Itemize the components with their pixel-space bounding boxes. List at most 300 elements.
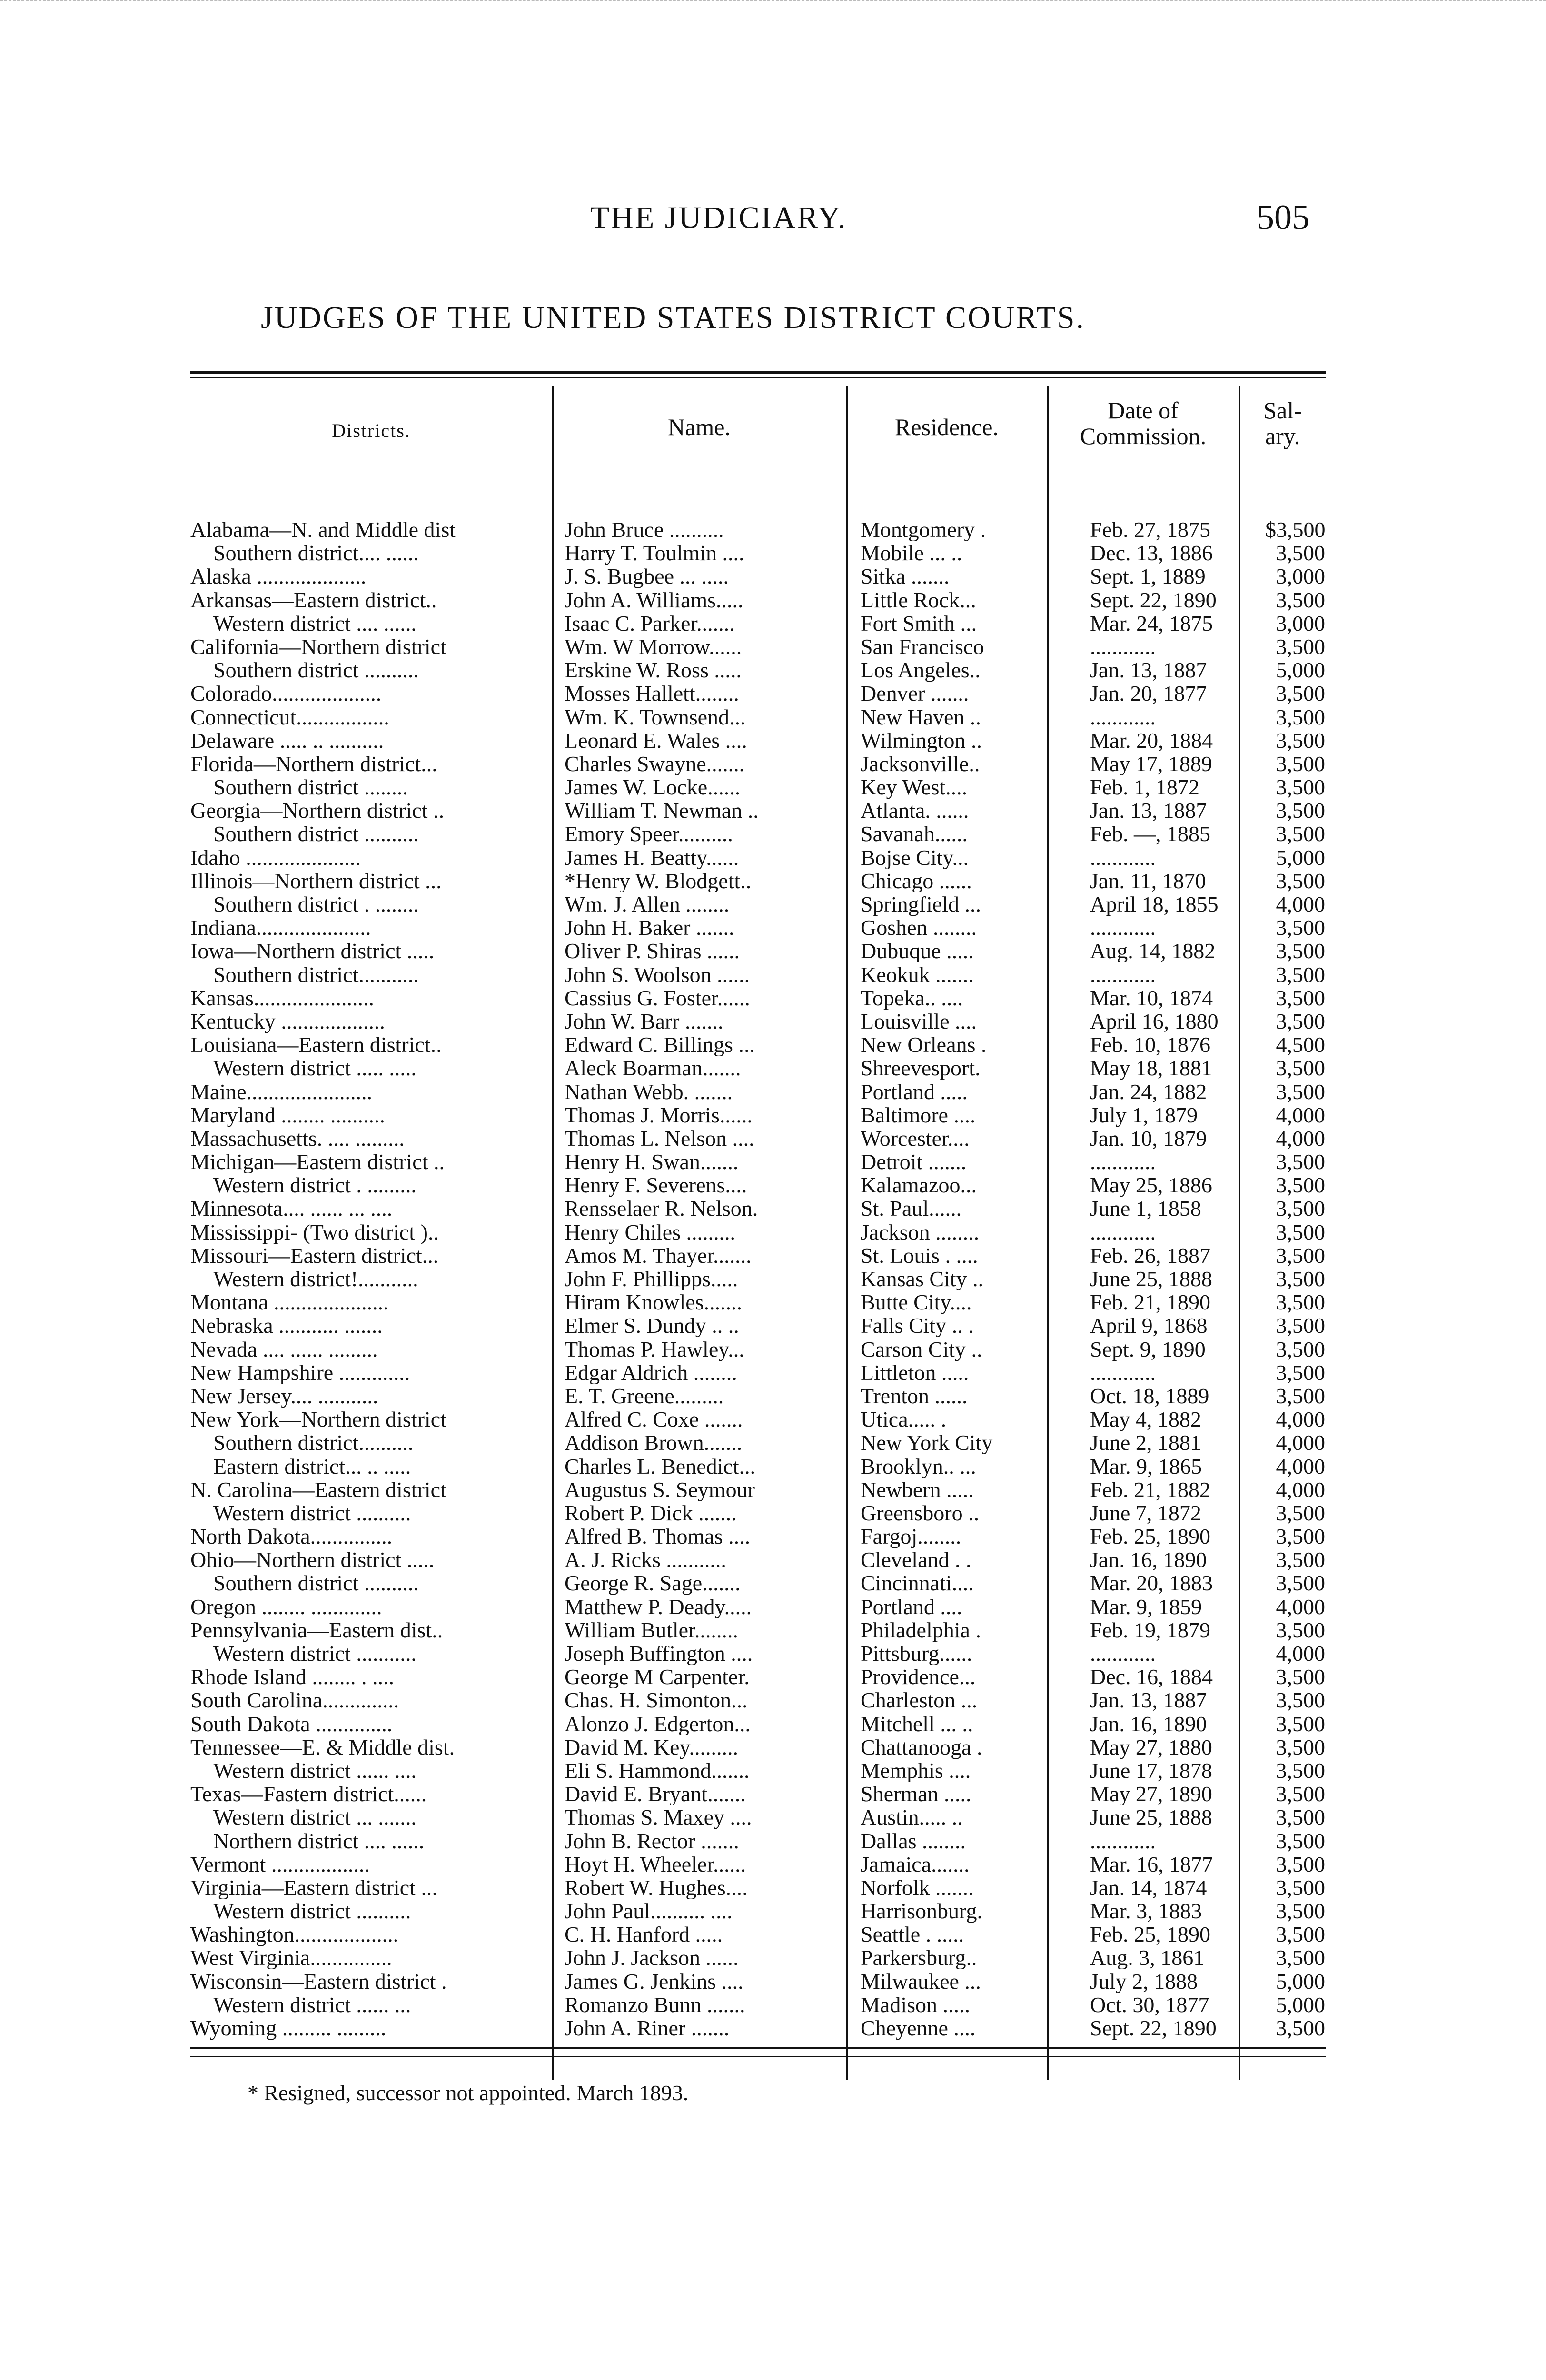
commission-date-cell: Dec. 13, 1886 — [1090, 541, 1213, 565]
judge-name-cell: Thomas S. Maxey .... — [565, 1805, 752, 1829]
residence-cell: Madison ..... — [861, 1993, 970, 2016]
judge-name-cell: Henry H. Swan....... — [565, 1150, 739, 1174]
commission-date-cell: Feb. —, 1885 — [1090, 822, 1210, 846]
judge-name-cell: E. T. Greene......... — [565, 1384, 724, 1408]
judge-name-cell: John W. Barr ....... — [565, 1009, 723, 1033]
judge-name-cell: Robert W. Hughes.... — [565, 1875, 748, 1899]
top-edge-rule — [0, 0, 1546, 4]
district-cell: Nevada .... ...... ......... — [190, 1337, 378, 1361]
judge-name-cell: Charles L. Benedict... — [565, 1454, 756, 1478]
residence-cell: Chicago ...... — [861, 869, 972, 892]
district-cell: Virginia—Eastern district ... — [190, 1875, 437, 1899]
judge-name-cell: John A. Williams..... — [565, 588, 743, 612]
residence-cell: Shreevesport. — [861, 1056, 981, 1080]
district-cell: Southern district .......... — [213, 822, 419, 846]
judge-name-cell: John F. Phillipps..... — [565, 1267, 738, 1290]
salary-cell: 4,000 — [1276, 1103, 1325, 1127]
district-cell: Southern district.......... — [213, 1431, 414, 1455]
residence-cell: Brooklyn.. ... — [861, 1454, 976, 1478]
salary-cell: 5,000 — [1276, 1993, 1325, 2016]
salary-cell: 3,500 — [1276, 728, 1325, 752]
residence-cell: St. Paul...... — [861, 1197, 962, 1220]
district-cell: North Dakota............... — [190, 1525, 393, 1548]
district-cell: Illinois—Northern district ... — [190, 869, 442, 892]
residence-cell: Falls City .. . — [861, 1314, 974, 1338]
commission-date-cell: April 16, 1880 — [1090, 1009, 1219, 1033]
judge-name-cell: Charles Swayne....... — [565, 752, 745, 775]
judge-name-cell: George M Carpenter. — [565, 1665, 750, 1689]
salary-cell: 3,500 — [1276, 1360, 1325, 1384]
judge-name-cell: John J. Jackson ...... — [565, 1946, 739, 1970]
judge-name-cell: Matthew P. Deady..... — [565, 1595, 752, 1618]
judge-name-cell: Nathan Webb. ....... — [565, 1080, 733, 1103]
salary-cell: 4,000 — [1276, 1642, 1325, 1665]
residence-cell: Trenton ...... — [861, 1384, 968, 1408]
district-cell: N. Carolina—Eastern district — [190, 1478, 446, 1501]
district-cell: Western district!........... — [213, 1267, 418, 1290]
residence-cell: St. Louis . .... — [861, 1243, 978, 1267]
residence-cell: Memphis .... — [861, 1758, 971, 1782]
residence-cell: Sherman ..... — [861, 1782, 971, 1806]
district-cell: Texas—Fastern district...... — [190, 1782, 427, 1806]
residence-cell: Providence... — [861, 1665, 976, 1689]
district-cell: Wisconsin—Eastern district . — [190, 1969, 447, 1993]
commission-date-cell: ............ — [1090, 962, 1156, 986]
judge-name-cell: Joseph Buffington .... — [565, 1642, 753, 1665]
residence-cell: Los Angeles.. — [861, 658, 981, 682]
commission-date-cell: ............ — [1090, 916, 1156, 940]
district-cell: Southern district .......... — [213, 658, 419, 682]
salary-cell: 3,500 — [1276, 752, 1325, 775]
salary-cell: 3,500 — [1276, 1829, 1325, 1853]
district-cell: Kansas...................... — [190, 986, 374, 1010]
header-salary-line1: Sal- — [1263, 397, 1302, 424]
commission-date-cell: Aug. 3, 1861 — [1090, 1946, 1205, 1970]
judge-name-cell: *Henry W. Blodgett.. — [565, 869, 752, 892]
salary-cell: 3,500 — [1276, 635, 1325, 658]
judge-name-cell: John S. Woolson ...... — [565, 962, 750, 986]
header-date-line1: Date of — [1108, 397, 1179, 424]
table-bottom-rule-thin — [190, 2056, 1326, 2057]
district-cell: Rhode Island ........ . .... — [190, 1665, 395, 1689]
judge-name-cell: James W. Locke...... — [565, 775, 741, 799]
district-cell: Western district . ......... — [213, 1173, 416, 1197]
commission-date-cell: Feb. 26, 1887 — [1090, 1243, 1210, 1267]
header-residence: Residence. — [895, 414, 999, 440]
commission-date-cell: Jan. 20, 1877 — [1090, 682, 1207, 705]
residence-cell: Utica..... . — [861, 1408, 947, 1431]
salary-cell: 3,500 — [1276, 1618, 1325, 1642]
district-cell: Minnesota.... ...... ... .... — [190, 1197, 393, 1220]
commission-date-cell: Mar. 24, 1875 — [1090, 611, 1213, 635]
judge-name-cell: John A. Riner ....... — [565, 2016, 730, 2040]
residence-cell: Keokuk ....... — [861, 962, 974, 986]
commission-date-cell: May 4, 1882 — [1090, 1408, 1201, 1431]
judge-name-cell: Romanzo Bunn ....... — [565, 1993, 745, 2016]
commission-date-cell: June 7, 1872 — [1090, 1501, 1201, 1525]
district-cell: Western district ...... ... — [213, 1993, 411, 2016]
residence-cell: Jacksonville.. — [861, 752, 980, 775]
judge-name-cell: Amos M. Thayer....... — [565, 1243, 752, 1267]
salary-cell: 3,500 — [1276, 869, 1325, 892]
commission-date-cell: Jan. 16, 1890 — [1090, 1548, 1207, 1572]
residence-cell: New Haven .. — [861, 705, 981, 729]
residence-cell: New Orleans . — [861, 1033, 987, 1057]
district-cell: Maryland ........ .......... — [190, 1103, 385, 1127]
district-cell: California—Northern district — [190, 635, 446, 658]
district-cell: New Hampshire ............. — [190, 1360, 410, 1384]
commission-date-cell: June 25, 1888 — [1090, 1267, 1212, 1290]
commission-date-cell: ............ — [1090, 845, 1156, 869]
commission-date-cell: Jan. 16, 1890 — [1090, 1712, 1207, 1735]
judge-name-cell: Isaac C. Parker....... — [565, 611, 735, 635]
judge-name-cell: Addison Brown....... — [565, 1431, 743, 1455]
header-salary-line2: ary. — [1265, 423, 1300, 449]
residence-cell: Cheyenne .... — [861, 2016, 976, 2040]
residence-cell: Springfield ... — [861, 892, 981, 916]
judge-name-cell: C. H. Hanford ..... — [565, 1923, 723, 1946]
salary-cell: 4,000 — [1276, 1431, 1325, 1455]
salary-cell: 3,500 — [1276, 1852, 1325, 1876]
judge-name-cell: William T. Newman .. — [565, 799, 759, 823]
residence-cell: Little Rock... — [861, 588, 976, 612]
header-salary — [1239, 397, 1326, 449]
district-cell: Alaska .................... — [190, 565, 367, 588]
commission-date-cell: Mar. 9, 1865 — [1090, 1454, 1202, 1478]
salary-cell: 3,500 — [1276, 822, 1325, 846]
residence-cell: Philadelphia . — [861, 1618, 981, 1642]
judge-name-cell: Alfred C. Coxe ....... — [565, 1408, 743, 1431]
commission-date-cell: ............ — [1090, 1150, 1156, 1174]
judge-name-cell: Aleck Boarman....... — [565, 1056, 741, 1080]
residence-cell: Pittsburg...... — [861, 1642, 972, 1665]
residence-cell: Jackson ........ — [861, 1220, 980, 1244]
commission-date-cell: Feb. 19, 1879 — [1090, 1618, 1210, 1642]
residence-cell: Goshen ........ — [861, 916, 977, 940]
commission-date-cell: Jan. 13, 1887 — [1090, 1688, 1207, 1712]
residence-cell: San Francisco — [861, 635, 984, 658]
judge-name-cell: Erskine W. Ross ..... — [565, 658, 742, 682]
salary-cell: 3,000 — [1276, 611, 1325, 635]
judge-name-cell: Wm. W Morrow...... — [565, 635, 742, 658]
residence-cell: Portland ..... — [861, 1080, 968, 1103]
residence-cell: Mobile ... .. — [861, 541, 962, 565]
salary-cell: 3,500 — [1276, 1243, 1325, 1267]
judge-name-cell: Henry F. Severens.... — [565, 1173, 747, 1197]
table-top-rule-thin — [190, 377, 1326, 378]
district-cell: Arkansas—Eastern district.. — [190, 588, 437, 612]
residence-cell: Carson City .. — [861, 1337, 982, 1361]
commission-date-cell: Mar. 9, 1859 — [1090, 1595, 1202, 1618]
district-cell: Ohio—Northern district ..... — [190, 1548, 435, 1572]
district-cell: Southern district . ........ — [213, 892, 419, 916]
salary-cell: 3,000 — [1276, 565, 1325, 588]
salary-cell: 3,500 — [1276, 1173, 1325, 1197]
residence-cell: Dubuque ..... — [861, 939, 974, 963]
residence-cell: Greensboro .. — [861, 1501, 980, 1525]
residence-cell: Fort Smith ... — [861, 611, 977, 635]
district-cell: Kentucky ................... — [190, 1009, 385, 1033]
commission-date-cell: Sept. 22, 1890 — [1090, 588, 1217, 612]
commission-date-cell: Feb. 27, 1875 — [1090, 518, 1210, 541]
commission-date-cell: Mar. 20, 1883 — [1090, 1571, 1213, 1595]
district-cell: Mississippi- (Two district ).. — [190, 1220, 439, 1244]
residence-cell: Louisville .... — [861, 1009, 977, 1033]
judge-name-cell: Wm. J. Allen ........ — [565, 892, 730, 916]
district-cell: Western district ..... ..... — [213, 1056, 416, 1080]
commission-date-cell: Oct. 30, 1877 — [1090, 1993, 1209, 2016]
judge-name-cell: James H. Beatty...... — [565, 845, 739, 869]
salary-cell: 3,500 — [1276, 962, 1325, 986]
district-cell: Western district .......... — [213, 1899, 411, 1923]
commission-date-cell: Jan. 24, 1882 — [1090, 1080, 1207, 1103]
district-cell: Georgia—Northern district .. — [190, 799, 445, 823]
district-cell: Alabama—N. and Middle dist — [190, 518, 456, 541]
commission-date-cell: April 9, 1868 — [1090, 1314, 1208, 1338]
residence-cell: Topeka.. .... — [861, 986, 963, 1010]
salary-cell: 3,500 — [1276, 1548, 1325, 1572]
salary-cell: 3,500 — [1276, 1946, 1325, 1970]
district-cell: Maine....................... — [190, 1080, 373, 1103]
commission-date-cell: May 17, 1889 — [1090, 752, 1212, 775]
commission-date-cell: Mar. 3, 1883 — [1090, 1899, 1202, 1923]
commission-date-cell: May 27, 1890 — [1090, 1782, 1212, 1806]
commission-date-cell: Feb. 25, 1890 — [1090, 1923, 1210, 1946]
salary-cell: 3,500 — [1276, 1290, 1325, 1314]
header-date-line2: Commission. — [1080, 423, 1207, 449]
table-title: JUDGES OF THE UNITED STATES DISTRICT COURTS. — [261, 300, 1085, 335]
table-bottom-rule — [190, 2047, 1326, 2049]
judge-name-cell: Thomas L. Nelson .... — [565, 1126, 754, 1150]
commission-date-cell: Oct. 18, 1889 — [1090, 1384, 1209, 1408]
judge-name-cell: John H. Baker ....... — [565, 916, 734, 940]
residence-cell: Montgomery . — [861, 518, 986, 541]
judge-name-cell: Oliver P. Shiras ...... — [565, 939, 740, 963]
commission-date-cell: Sept. 1, 1889 — [1090, 565, 1206, 588]
residence-cell: New York City — [861, 1431, 993, 1455]
judge-name-cell: Rensselaer R. Nelson. — [565, 1197, 758, 1220]
district-cell: Southern district ........ — [213, 775, 408, 799]
residence-cell: Jamaica....... — [861, 1852, 970, 1876]
district-cell: Michigan—Eastern district .. — [190, 1150, 445, 1174]
residence-cell: Kansas City .. — [861, 1267, 984, 1290]
judge-name-cell: Chas. H. Simonton... — [565, 1688, 748, 1712]
residence-cell: Worcester.... — [861, 1126, 970, 1150]
district-cell: Massachusetts. .... ......... — [190, 1126, 405, 1150]
salary-cell: 3,500 — [1276, 1712, 1325, 1735]
residence-cell: Chattanooga . — [861, 1735, 982, 1759]
district-cell: New York—Northern district — [190, 1408, 446, 1431]
column-divider — [846, 386, 848, 2080]
district-cell: Indiana..................... — [190, 916, 371, 940]
commission-date-cell: May 18, 1881 — [1090, 1056, 1212, 1080]
commission-date-cell: Dec. 16, 1884 — [1090, 1665, 1213, 1689]
judge-name-cell: Thomas J. Morris...... — [565, 1103, 753, 1127]
salary-cell: 3,500 — [1276, 2016, 1325, 2040]
district-cell: Western district ...... .... — [213, 1758, 416, 1782]
residence-cell: Detroit ....... — [861, 1150, 967, 1174]
page-number: 505 — [1257, 198, 1309, 237]
salary-cell: 5,000 — [1276, 1969, 1325, 1993]
salary-cell: 3,500 — [1276, 1805, 1325, 1829]
salary-cell: 4,000 — [1276, 1595, 1325, 1618]
residence-cell: Savanah...... — [861, 822, 968, 846]
commission-date-cell: Mar. 16, 1877 — [1090, 1852, 1213, 1876]
header-name: Name. — [668, 414, 731, 440]
footnote: * Resigned, successor not appointed. March 1893. — [248, 2081, 689, 2105]
district-cell: Pennsylvania—Eastern dist.. — [190, 1618, 443, 1642]
salary-cell: 3,500 — [1276, 1688, 1325, 1712]
commission-date-cell: Jan. 10, 1879 — [1090, 1126, 1207, 1150]
salary-cell: 3,500 — [1276, 541, 1325, 565]
judge-name-cell: Edgar Aldrich ........ — [565, 1360, 737, 1384]
judge-name-cell: John B. Rector ....... — [565, 1829, 739, 1853]
table-top-rule — [190, 371, 1326, 374]
salary-cell: 3,500 — [1276, 986, 1325, 1010]
district-cell: West Virginia............... — [190, 1946, 392, 1970]
district-cell: Connecticut................. — [190, 705, 389, 729]
salary-cell: 5,000 — [1276, 658, 1325, 682]
salary-cell: 3,500 — [1276, 1056, 1325, 1080]
residence-cell: Littleton ..... — [861, 1360, 969, 1384]
district-cell: Oregon ........ ............. — [190, 1595, 382, 1618]
district-cell: Eastern district... .. ..... — [213, 1454, 411, 1478]
residence-cell: Portland .... — [861, 1595, 962, 1618]
district-cell: Missouri—Eastern district... — [190, 1243, 439, 1267]
header-date — [1047, 397, 1239, 449]
salary-cell: 4,500 — [1276, 1033, 1325, 1057]
district-cell: New Jersey.... ........... — [190, 1384, 378, 1408]
district-cell: Colorado.................... — [190, 682, 382, 705]
district-cell: Tennessee—E. & Middle dist. — [190, 1735, 455, 1759]
commission-date-cell: Jan. 13, 1887 — [1090, 799, 1207, 823]
commission-date-cell: Sept. 9, 1890 — [1090, 1337, 1206, 1361]
judge-name-cell: Hoyt H. Wheeler...... — [565, 1852, 746, 1876]
salary-cell: 3,500 — [1276, 1899, 1325, 1923]
district-cell: Idaho ..................... — [190, 845, 361, 869]
judge-name-cell: Alonzo J. Edgerton... — [565, 1712, 751, 1735]
salary-cell: 3,500 — [1276, 1314, 1325, 1338]
salary-cell: 3,500 — [1276, 1384, 1325, 1408]
judge-name-cell: James G. Jenkins .... — [565, 1969, 743, 1993]
district-cell: Delaware ..... .. .......... — [190, 728, 384, 752]
residence-cell: Cincinnati.... — [861, 1571, 974, 1595]
judge-name-cell: David M. Key......... — [565, 1735, 738, 1759]
judge-name-cell: Thomas P. Hawley... — [565, 1337, 744, 1361]
commission-date-cell: Feb. 25, 1890 — [1090, 1525, 1210, 1548]
salary-cell: 5,000 — [1276, 845, 1325, 869]
judge-name-cell: A. J. Ricks ........... — [565, 1548, 726, 1572]
commission-date-cell: ............ — [1090, 1220, 1156, 1244]
district-cell: Vermont .................. — [190, 1852, 370, 1876]
salary-cell: $3,500 — [1265, 518, 1325, 541]
residence-cell: Wilmington .. — [861, 728, 982, 752]
salary-cell: 4,000 — [1276, 892, 1325, 916]
district-cell: Iowa—Northern district ..... — [190, 939, 435, 963]
salary-cell: 3,500 — [1276, 705, 1325, 729]
salary-cell: 3,500 — [1276, 1875, 1325, 1899]
commission-date-cell: Feb. 10, 1876 — [1090, 1033, 1210, 1057]
district-cell: Nebraska ........... ....... — [190, 1314, 383, 1338]
judge-name-cell: Augustus S. Seymour — [565, 1478, 755, 1501]
judge-name-cell: Henry Chiles ......... — [565, 1220, 736, 1244]
residence-cell: Norfolk ....... — [861, 1875, 974, 1899]
district-cell: Western district ... ....... — [213, 1805, 416, 1829]
judge-name-cell: J. S. Bugbee ... ..... — [565, 565, 729, 588]
commission-date-cell: Mar. 20, 1884 — [1090, 728, 1213, 752]
judge-name-cell: Mosses Hallett........ — [565, 682, 739, 705]
salary-cell: 3,500 — [1276, 1923, 1325, 1946]
salary-cell: 3,500 — [1276, 1337, 1325, 1361]
salary-cell: 3,500 — [1276, 916, 1325, 940]
district-cell: Western district ........... — [213, 1642, 416, 1665]
salary-cell: 3,500 — [1276, 1009, 1325, 1033]
salary-cell: 3,500 — [1276, 939, 1325, 963]
judge-name-cell: Harry T. Toulmin .... — [565, 541, 744, 565]
judge-name-cell: Robert P. Dick ....... — [565, 1501, 737, 1525]
judge-name-cell: George R. Sage....... — [565, 1571, 741, 1595]
district-cell: Florida—Northern district... — [190, 752, 437, 775]
commission-date-cell: April 18, 1855 — [1090, 892, 1219, 916]
judge-name-cell: Emory Speer.......... — [565, 822, 733, 846]
commission-date-cell: Jan. 11, 1870 — [1090, 869, 1206, 892]
salary-cell: 3,500 — [1276, 799, 1325, 823]
commission-date-cell: June 2, 1881 — [1090, 1431, 1201, 1455]
commission-date-cell: July 1, 1879 — [1090, 1103, 1198, 1127]
judge-name-cell: Cassius G. Foster...... — [565, 986, 750, 1010]
commission-date-cell: Feb. 21, 1882 — [1090, 1478, 1210, 1501]
district-cell: Northern district .... ...... — [213, 1829, 425, 1853]
header-districts: Districts. — [332, 420, 411, 441]
residence-cell: Charleston ... — [861, 1688, 978, 1712]
judge-name-cell: John Paul.......... .... — [565, 1899, 733, 1923]
salary-cell: 3,500 — [1276, 775, 1325, 799]
judge-name-cell: Leonard E. Wales .... — [565, 728, 747, 752]
judge-name-cell: David E. Bryant....... — [565, 1782, 746, 1806]
district-cell: Southern district........... — [213, 962, 419, 986]
salary-cell: 3,500 — [1276, 1197, 1325, 1220]
salary-cell: 3,500 — [1276, 1501, 1325, 1525]
salary-cell: 4,000 — [1276, 1126, 1325, 1150]
salary-cell: 3,500 — [1276, 682, 1325, 705]
judge-name-cell: Eli S. Hammond....... — [565, 1758, 750, 1782]
residence-cell: Bojse City... — [861, 845, 969, 869]
salary-cell: 3,500 — [1276, 1080, 1325, 1103]
salary-cell: 3,500 — [1276, 1571, 1325, 1595]
residence-cell: Kalamazoo... — [861, 1173, 977, 1197]
residence-cell: Parkersburg.. — [861, 1946, 977, 1970]
running-head: THE JUDICIARY. — [590, 200, 847, 235]
residence-cell: Butte City.... — [861, 1290, 972, 1314]
residence-cell: Seattle . ..... — [861, 1923, 964, 1946]
residence-cell: Fargoj........ — [861, 1525, 961, 1548]
commission-date-cell: July 2, 1888 — [1090, 1969, 1198, 1993]
district-cell: South Dakota .............. — [190, 1712, 393, 1735]
commission-date-cell: Feb. 1, 1872 — [1090, 775, 1199, 799]
judge-name-cell: Wm. K. Townsend... — [565, 705, 746, 729]
judge-name-cell: William Butler........ — [565, 1618, 738, 1642]
commission-date-cell: ............ — [1090, 635, 1156, 658]
district-cell: Louisiana—Eastern district.. — [190, 1033, 442, 1057]
commission-date-cell: June 25, 1888 — [1090, 1805, 1212, 1829]
commission-date-cell: June 1, 1858 — [1090, 1197, 1201, 1220]
commission-date-cell: Sept. 22, 1890 — [1090, 2016, 1217, 2040]
district-cell: Western district .... ...... — [213, 611, 416, 635]
residence-cell: Denver ....... — [861, 682, 969, 705]
salary-cell: 3,500 — [1276, 1220, 1325, 1244]
residence-cell: Key West.... — [861, 775, 968, 799]
commission-date-cell: May 25, 1886 — [1090, 1173, 1212, 1197]
